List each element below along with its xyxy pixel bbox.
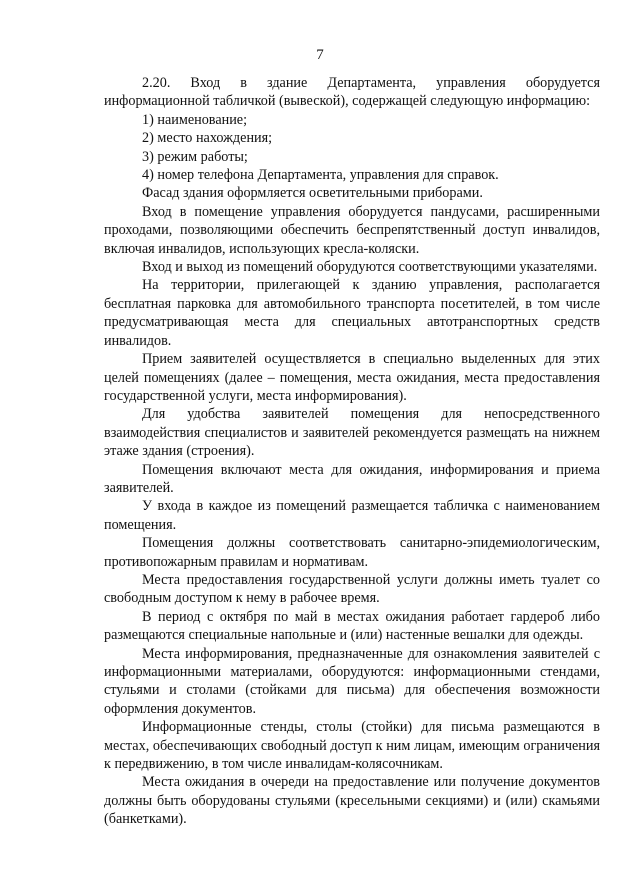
- paragraph-reception: Прием заявителей осуществляется в специально выделенных для этих целей помещениях (далее – помещения, места ожидания, места предоставления государственной услуги, места информирования).: [104, 351, 600, 404]
- paragraph-stands-access: Информационные стенды, столы (стойки) для письма размещаются в местах, обеспечивающих свободный доступ к ним лицам, имеющим ограничения к передвижению, в том числе инвалидам-колясочникам.: [104, 719, 600, 773]
- list-item-name: 1) наименование;: [142, 111, 248, 128]
- paragraph-entrance-sign: 2.20. Вход в здание Департамента, управления оборудуется информационной табличкой (вывеской), содержащей следующую информацию:: [104, 75, 600, 110]
- paragraph-facade: Фасад здания оформляется осветительными приборами.: [142, 185, 483, 202]
- list-item-location: 2) место нахождения;: [142, 130, 273, 147]
- paragraph-ground-floor: Для удобства заявителей помещения для непосредственного взаимодействия специалистов и заявителей рекомендуется размещать на нижнем этаже здания (строения).: [104, 406, 600, 460]
- page-number: 7: [316, 47, 324, 63]
- paragraph-toilet: Места предоставления государственной услуги должны иметь туалет со свободным доступом к нему в рабочее время.: [104, 571, 600, 607]
- paragraph-rooms-include: Помещения включают места для ожидания, информирования и приема заявителей.: [104, 461, 600, 496]
- paragraph-wardrobe: В период с октября по май в местах ожидания работает гардероб либо размещаются специальные напольные и (или) настенные вешалки для одежды.: [104, 608, 600, 644]
- paragraph-sanitary: Помещения должны соответствовать санитарно-эпидемиологическим, противопожарным правилам и нормативам.: [104, 535, 600, 570]
- list-item-phone: 4) номер телефона Департамента, управления для справок.: [142, 167, 499, 184]
- list-item-schedule: 3) режим работы;: [142, 148, 248, 165]
- paragraph-signs: Вход и выход из помещений оборудуются соответствующими указателями.: [142, 259, 598, 276]
- paragraph-parking: На территории, прилегающей к зданию управления, располагается бесплатная парковка для автомобильного транспорта посетителей, в том числе предусматривающая места для специальных автотранспортных средств инвалидов.: [104, 277, 600, 349]
- document-body: [104, 74, 600, 829]
- paragraph-ramps: Вход в помещение управления оборудуется пандусами, расширенными проходами, позволяющими обеспечить беспрепятственный доступ инвалидов, включая инвалидов, использующих кресла-коляски.: [104, 203, 600, 257]
- paragraph-information-places: Места информирования, предназначенные для ознакомления заявителей с информационными материалами, оборудуются: информационными стендами, стульями и столами (стойками для письма) для обеспечения возможности оформления документов.: [104, 645, 600, 717]
- paragraph-room-plate: У входа в каждое из помещений размещается табличка с наименованием помещения.: [104, 498, 600, 533]
- paragraph-waiting-places: Места ожидания в очереди на предоставление или получение документов должны быть оборудованы стульями (кресельными секциями) и (или) скамьями (банкетками).: [104, 774, 600, 828]
